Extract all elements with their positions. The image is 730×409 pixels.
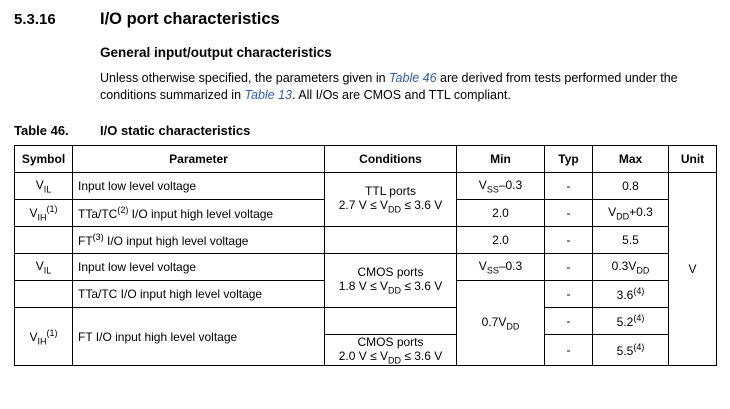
table-caption-title: I/O static characteristics <box>100 123 251 138</box>
header-unit: Unit <box>669 146 717 173</box>
cell-max-vih-cmos: 5.2$^{(4)}$ <box>593 308 669 335</box>
cell-typ-vil-ttl: - <box>545 173 593 200</box>
symbol-subscript: IL <box>43 184 52 195</box>
subsection-block <box>100 29 730 103</box>
cell-symbol-empty-2 <box>15 281 73 308</box>
paragraph-text-1: Unless otherwise specified, the parameters given in <box>100 71 390 85</box>
cell-parameter-vil-cmos: Input low level voltage <box>73 254 325 281</box>
cell-min-ttatc-ttl: 2.0 <box>457 200 545 227</box>
cell-conditions-cmos-2 <box>325 335 457 366</box>
conditions-ttl-line2: 2.7 $V \le V_{DD} \le 3.6$ V <box>338 198 443 215</box>
cell-parameter-ttatc-ttl: TTa/TC$^{(2)}$ I/O input high level voltage <box>73 200 325 227</box>
cross-reference-table-13[interactable]: Table 13 <box>244 87 293 102</box>
conditions-cmos2-line2: 2.0 $V \le V_{DD} \le 3.6$ V <box>338 349 443 366</box>
table-row <box>15 173 717 200</box>
cell-parameter-vil-ttl: Input low level voltage <box>73 173 325 200</box>
conditions-ttl-line1: TTL ports <box>365 184 416 199</box>
cell-symbol-vih-cmos: $V_{IH}^{(1)}$ <box>15 308 73 366</box>
cell-conditions-cmos-1 <box>325 254 457 308</box>
table-caption <box>0 123 730 138</box>
cell-symbol-vih-ttl: $V_{IH}^{(1)}$ <box>15 200 73 227</box>
cell-max-vil-cmos: $0.3V_{DD}$ <box>593 254 669 281</box>
header-min: Min <box>457 146 545 173</box>
cell-conditions-ttl <box>325 173 457 227</box>
cell-typ-ttatc-cmos: - <box>545 281 593 308</box>
section-heading <box>0 0 730 29</box>
conditions-cmos2-line1: CMOS ports <box>357 335 424 349</box>
cross-reference-table-46[interactable]: Table 46 <box>389 71 437 85</box>
header-max: Max <box>593 146 669 173</box>
cell-conditions-empty-1 <box>325 227 457 254</box>
section-title: I/O port characteristics <box>100 10 280 28</box>
header-parameter: Parameter <box>73 146 325 173</box>
cell-typ-ft-cmos: - <box>545 335 593 366</box>
cell-conditions-cmos-blank <box>325 308 457 335</box>
header-conditions: Conditions <box>325 146 457 173</box>
cell-max-ttatc-ttl: $V_{DD}+0.3$ <box>593 200 669 227</box>
cell-symbol-vil-cmos: $V_{IL}$ <box>15 254 73 281</box>
io-static-characteristics-table <box>14 145 717 366</box>
subsection-paragraph <box>100 70 685 103</box>
cell-parameter-ft-ttl: FT$^{(3)}$ I/O input high level voltage <box>73 227 325 254</box>
cell-max-ttatc-cmos: 3.6$^{(4)}$ <box>593 281 669 308</box>
table-row <box>15 308 717 335</box>
cell-min-ft-ttl: 2.0 <box>457 227 545 254</box>
cell-max-vil-ttl: 0.8 <box>593 173 669 200</box>
cell-typ-ft-ttl: - <box>545 227 593 254</box>
cell-parameter-ft-cmos: FT I/O input high level voltage <box>73 308 325 366</box>
cell-symbol-empty-1 <box>15 227 73 254</box>
cell-max-ft-cmos: 5.5$^{(4)}$ <box>593 335 669 366</box>
cell-min-vil-cmos: $V_{SS}-0.3$ <box>457 254 545 281</box>
section-number: 5.3.16 <box>14 11 56 28</box>
conditions-cmos1-line1: CMOS ports <box>357 265 424 280</box>
cell-typ-vil-cmos: - <box>545 254 593 281</box>
conditions-cmos1-line2: 1.8 $V \le V_{DD} \le 3.6$ V <box>338 279 443 296</box>
cell-typ-vih-cmos: - <box>545 308 593 335</box>
header-symbol: Symbol <box>15 146 73 173</box>
table-caption-label: Table 46. <box>14 123 69 138</box>
symbol-base: V <box>35 177 44 192</box>
header-typ: Typ <box>545 146 593 173</box>
cell-parameter-ttatc-cmos: TTa/TC I/O input high level voltage <box>73 281 325 308</box>
cell-max-ft-ttl: 5.5 <box>593 227 669 254</box>
table-row <box>15 254 717 281</box>
table-header-row <box>15 146 717 173</box>
paragraph-text-2: are derived from tests performed under the conditions summarized in <box>100 71 678 102</box>
cell-min-vil-ttl: $V_{SS}-0.3$ <box>457 173 545 200</box>
subsection-heading: General input/output characteristics <box>100 45 332 60</box>
paragraph-text-3: . All I/Os are CMOS and TTL compliant. <box>292 87 511 102</box>
cell-typ-ttatc-ttl: - <box>545 200 593 227</box>
cell-min-cmos-high: $0.7V_{DD}$ <box>457 281 545 366</box>
cell-unit-volts: V <box>669 173 717 366</box>
cell-symbol-vil-ttl <box>15 173 73 200</box>
table-row <box>15 227 717 254</box>
